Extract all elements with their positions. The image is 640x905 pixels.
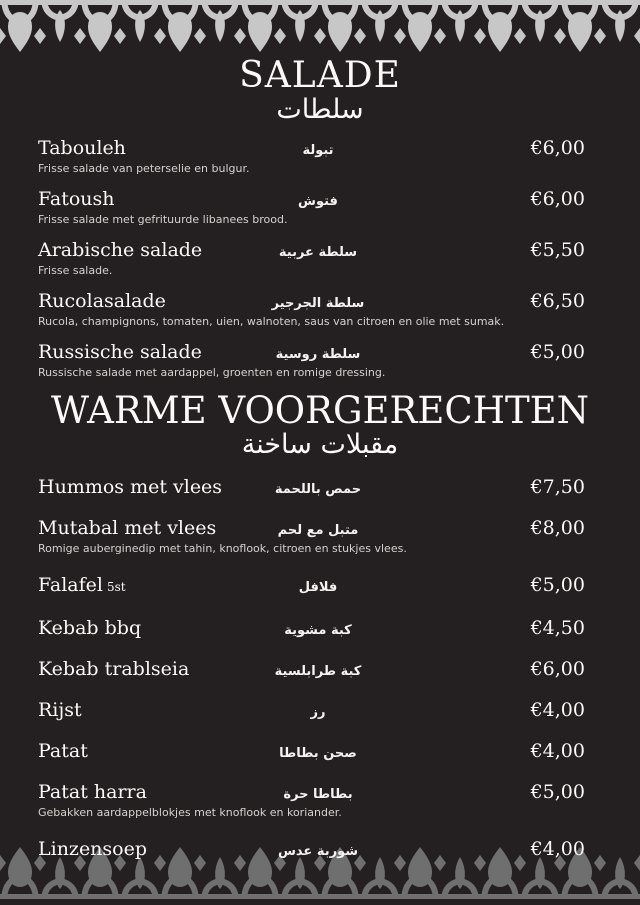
item-name: Arabische salade bbox=[38, 239, 203, 261]
item-name: Tabouleh bbox=[38, 137, 126, 159]
item-name: Patat harra bbox=[38, 781, 147, 803]
item-name-arabic: شوربة عدس bbox=[277, 844, 359, 859]
item-name: Russische salade bbox=[38, 341, 202, 363]
item-name-arabic: سلطة الجرجير bbox=[271, 296, 365, 311]
menu-item bbox=[38, 838, 585, 860]
item-price: €4,00 bbox=[530, 838, 585, 860]
item-name: Rijst bbox=[38, 699, 82, 721]
item-price: €7,50 bbox=[530, 476, 585, 498]
section-warme-voorgerechten bbox=[0, 389, 640, 860]
item-price: €4,00 bbox=[530, 699, 585, 721]
item-name-arabic: سلطة عربية bbox=[278, 245, 358, 260]
item-description: Russische salade met aardappel, groenten en romige dressing. bbox=[38, 366, 386, 379]
item-name: Linzensoep bbox=[38, 838, 148, 860]
menu-item bbox=[38, 658, 585, 680]
item-price: €6,00 bbox=[530, 658, 585, 680]
menu-item bbox=[38, 740, 585, 762]
item-description: Frisse salade. bbox=[38, 264, 113, 277]
item-price: €6,00 bbox=[530, 137, 585, 159]
item-price: €5,00 bbox=[530, 574, 585, 596]
item-name: Fatoush bbox=[38, 188, 115, 210]
item-description: Rucola, champignons, tomaten, uien, walnoten, saus van citroen en olie met sumak. bbox=[38, 315, 505, 328]
menu-item bbox=[38, 617, 585, 639]
item-name-arabic: حمص باللحمة bbox=[274, 482, 362, 497]
menu-item bbox=[38, 517, 585, 555]
menu-item bbox=[38, 476, 585, 498]
item-name-arabic: تبولة bbox=[302, 143, 334, 158]
item-price: €5,00 bbox=[530, 781, 585, 803]
menu-item bbox=[38, 781, 585, 819]
menu-item bbox=[38, 188, 585, 226]
item-price: €8,00 bbox=[530, 517, 585, 539]
section-title-arabic: سلطات bbox=[276, 94, 364, 125]
section-salade bbox=[0, 55, 640, 379]
item-name: Patat bbox=[38, 740, 88, 762]
item-name-arabic: فلافل bbox=[298, 580, 338, 595]
item-name-arabic: رز bbox=[310, 705, 326, 720]
item-name-arabic: سلطة روسية bbox=[275, 347, 361, 362]
item-name-arabic: متبل مع لحم bbox=[277, 523, 359, 538]
menu-item bbox=[38, 341, 585, 379]
item-name-arabic: كبة مشوية bbox=[284, 623, 352, 638]
item-name-arabic: صحن بطاطا bbox=[279, 746, 357, 761]
item-name: Mutabal met vlees bbox=[38, 517, 217, 539]
section-title: WARME VOORGERECHTEN bbox=[50, 389, 590, 432]
item-price: €5,50 bbox=[530, 239, 585, 261]
item-description: Romige auberginedip met tahin, knoflook, citroen en stukjes vlees. bbox=[38, 542, 407, 555]
menu-item bbox=[38, 699, 585, 721]
item-description: Frisse salade met gefrituurde libanees brood. bbox=[38, 213, 288, 226]
item-name: Hummos met vlees bbox=[38, 476, 223, 498]
item-name-arabic: كبة طرابلسية bbox=[274, 664, 362, 679]
item-name: Kebab bbq bbox=[38, 617, 142, 639]
item-description: Frisse salade van peterselie en bulgur. bbox=[38, 162, 250, 175]
item-price: €5,00 bbox=[530, 341, 585, 363]
item-price: €6,00 bbox=[530, 188, 585, 210]
item-price: €4,50 bbox=[530, 617, 585, 639]
menu-item bbox=[38, 137, 585, 175]
item-name: Kebab trablseia bbox=[38, 658, 190, 680]
item-price: €6,50 bbox=[530, 290, 585, 312]
item-name-arabic: فتوش bbox=[298, 194, 338, 209]
section-title: SALADE bbox=[239, 55, 401, 96]
item-description: Gebakken aardappelblokjes met knoflook en koriander. bbox=[38, 806, 342, 819]
item-name: Falafel bbox=[38, 574, 103, 596]
section-title-arabic: مقبلات ساخنة bbox=[241, 429, 399, 460]
menu-item bbox=[38, 239, 585, 277]
item-price: €4,00 bbox=[530, 740, 585, 762]
item-name-arabic: بطاطا حرة bbox=[283, 787, 353, 802]
item-name: Rucolasalade bbox=[38, 290, 166, 312]
item-qualifier: 5st bbox=[106, 580, 126, 594]
menu-item bbox=[38, 290, 585, 328]
menu-item bbox=[38, 574, 585, 598]
